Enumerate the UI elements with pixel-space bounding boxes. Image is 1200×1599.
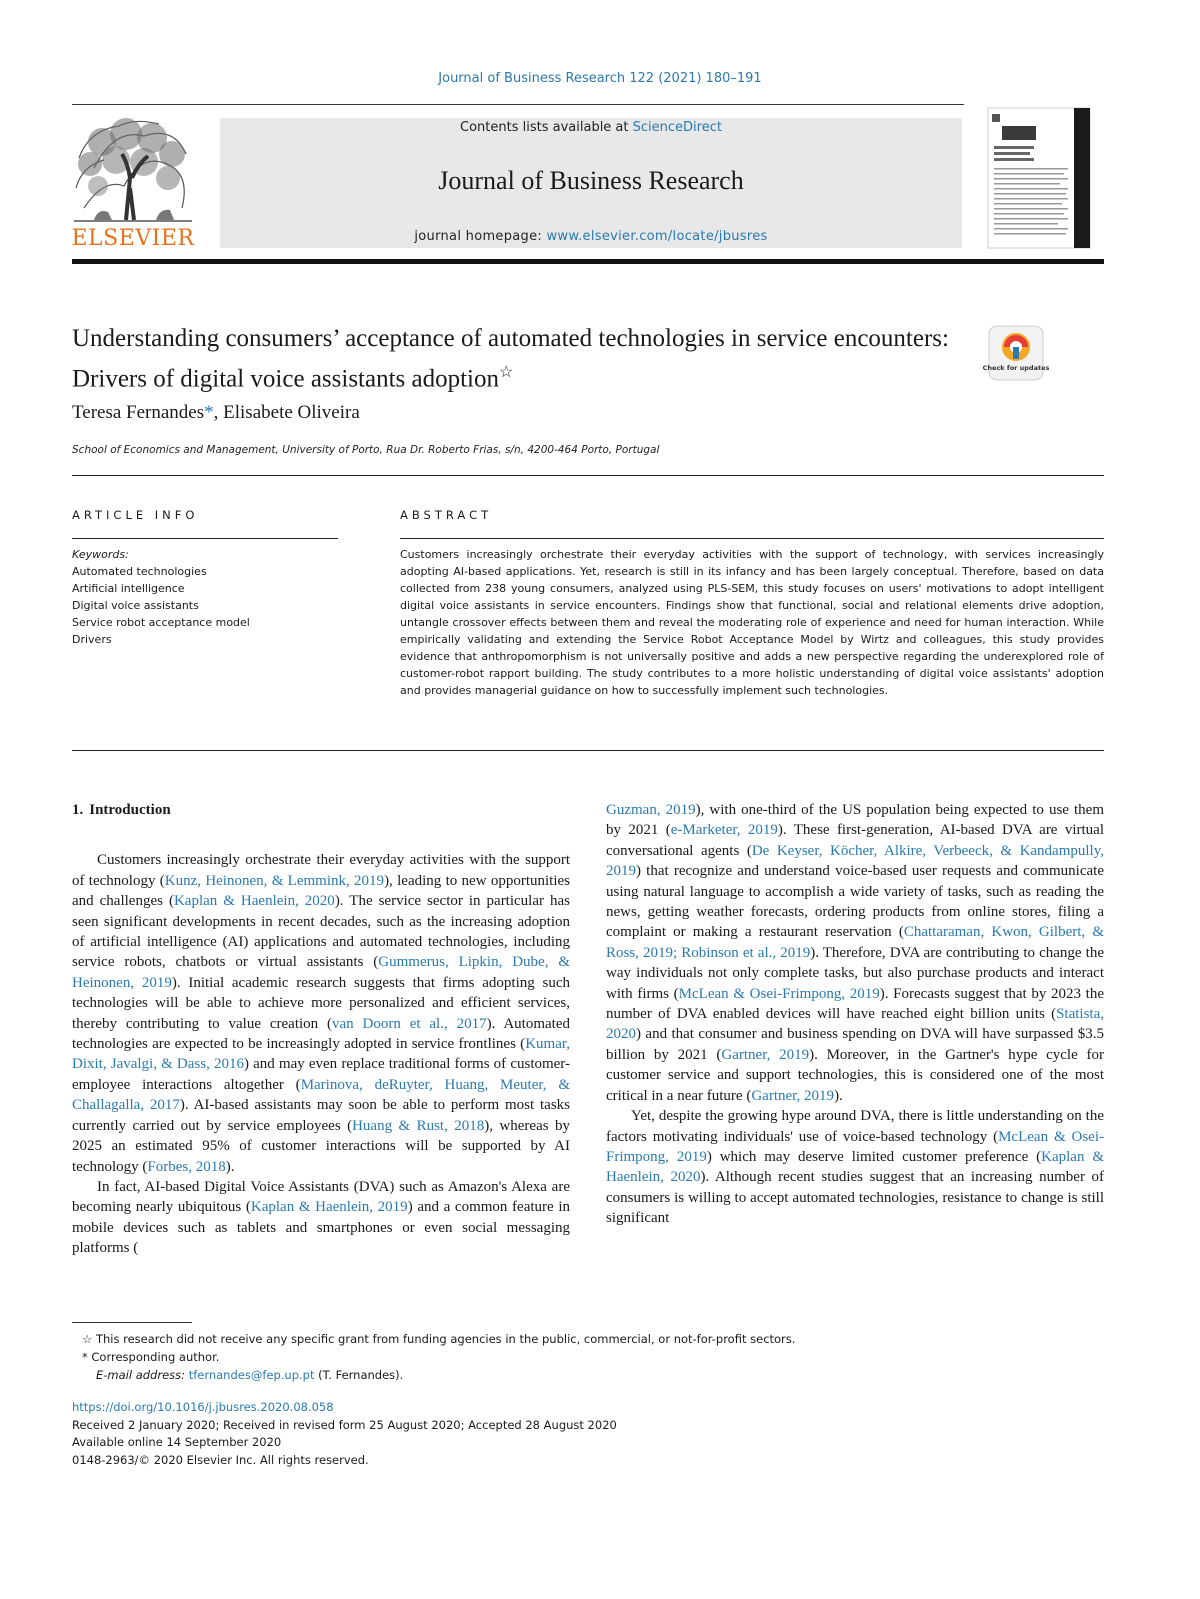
journal-cover-thumbnail-icon bbox=[988, 108, 1090, 248]
doi-link[interactable]: https://doi.org/10.1016/j.jbusres.2020.08.058 bbox=[72, 1400, 334, 1414]
footnote-email: E-mail address: tfernandes@fep.up.pt (T. Fernandes). bbox=[96, 1368, 404, 1382]
publisher-wordmark: ELSEVIER bbox=[71, 226, 195, 251]
citation-link[interactable]: McLean & Osei-Frimpong, 2019 bbox=[606, 1128, 1104, 1165]
keywords-label: Keywords: bbox=[72, 548, 129, 561]
author-1[interactable]: Teresa Fernandes bbox=[72, 402, 205, 423]
keyword-item: Service robot acceptance model bbox=[72, 616, 250, 629]
citation-link[interactable]: Kaplan & Haenlein, 2020 bbox=[606, 1148, 1105, 1186]
received-dates: Received 2 January 2020; Received in revised form 25 August 2020; Accepted 28 August 2020 bbox=[72, 1417, 617, 1432]
footnote-mark: ☆ bbox=[82, 1332, 93, 1346]
citation-link[interactable]: e-Marketer, 2019 bbox=[670, 822, 778, 839]
journal-title: Journal of Business Research bbox=[438, 166, 744, 195]
copyright: 0148-2963/© 2020 Elsevier Inc. All rights reserved. bbox=[72, 1452, 369, 1467]
email-label: E-mail address: bbox=[96, 1368, 186, 1382]
abstract-bottom-rule bbox=[72, 750, 1104, 751]
article-info-heading: ARTICLE INFO bbox=[72, 508, 199, 522]
available-online: Available online 14 September 2020 bbox=[72, 1435, 282, 1449]
footnote-funding: ☆ This research did not receive any specific grant from funding agencies in the public, commercial, or not-for-profit sectors. bbox=[82, 1332, 796, 1346]
intro-paragraph-2-start: In fact, AI-based Digital Voice Assistants (DVA) such as Amazon's Alexa are becoming nearly ubiquitous (Kaplan & Haenlein, 2019) and a common feature in mobile devices such as tablets and smartphones or even social messaging platforms ( bbox=[72, 1178, 570, 1257]
abstract-text: Customers increasingly orchestrate their everyday activities with the support of technology, with services increasingly adopting AI-based applications. Yet, research is still in its infancy and has been largely conceptual. Therefore, based on data collected from 238 young consumers, analyzed using PLS-SEM, this study focuses on users' motivations to adopt intelligent digital voice assistants in service encounters. Findings show that functional, social and relational elements drive adoption, untangle crossover effects between them and reveal the moderating role of experience and need for human interaction. While empirically validating and extending the Service Robot Acceptance Model by Wirtz and colleagues, this study provides evidence that anthropomorphism is not universally positive and adds a new perspective regarding the underexplored role of customer-robot rapport building. The study contributes to a more holistic understanding of digital voice assistants' adoption and provides managerial guidance on how to successfully implement such technologies. bbox=[400, 548, 1104, 697]
intro-paragraph-1: Customers increasingly orchestrate their everyday activities with the support of technology (Kunz, Heinonen, & Lemmink, 2019), leading to new opportunities and challenges (Kaplan & Haenlein, 2020). The service sector in particular has seen significant developments in recent decades, such as the increasing adoption of artificial intelligence (AI) applications and automated technologies, including service robots, chatbots or virtual assistants (Gummerus, Lipkin, Dube, & Heinonen, 2019). Initial academic research suggests that firms adopting such technologies will be able to achieve more personalized and efficient services, thereby contributing to value creation (van Doorn et al., 2017). Automated technologies are expected to be increasingly adopted in service frontlines (Kumar, Dixit, Javalgi, & Dass, 2016) and may even replace traditional forms of customer-employee interactions altogether (Marinova, deRuyter, Huang, Meuter, & Challagalla, 2017). AI-based assistants may soon be able to perform most tasks currently carried out by service employees (Huang & Rust, 2018), whereas by 2025 an estimated 95% of customer interactions will be supported by AI technology (Forbes, 2018). bbox=[72, 852, 571, 1175]
citation-link[interactable]: Gartner, 2019 bbox=[751, 1087, 835, 1104]
check-for-updates-icon[interactable] bbox=[982, 325, 1050, 381]
author-list bbox=[72, 402, 360, 424]
citation-link[interactable]: Statista, 2020 bbox=[606, 1006, 1104, 1043]
affiliation: School of Economics and Management, University of Porto, Rua Dr. Roberto Frias, s/n, 4200-464 Porto, Portugal bbox=[72, 444, 660, 456]
homepage-link[interactable]: www.elsevier.com/locate/jbusres bbox=[546, 229, 768, 244]
footnote-corresponding: * Corresponding author. bbox=[82, 1350, 220, 1364]
section-number: 1. bbox=[72, 802, 84, 818]
email-link[interactable]: tfernandes@fep.up.pt bbox=[188, 1368, 315, 1382]
contents-prefix: Contents lists available at bbox=[460, 120, 633, 135]
citation-link[interactable]: Marinova, deRuyter, Huang, Meuter, & Challagalla, 2017 bbox=[72, 1076, 570, 1114]
keywords-block bbox=[72, 546, 342, 648]
crossmark-label: Check for updates bbox=[982, 364, 1050, 372]
article-title bbox=[72, 322, 982, 396]
author-2[interactable]: Elisabete Oliveira bbox=[223, 402, 360, 423]
footnote-rule bbox=[72, 1322, 192, 1323]
article-title-text: Understanding consumers’ acceptance of automated technologies in service encounters: Drivers of digital voice assistants adoption bbox=[72, 325, 949, 393]
citation-link[interactable]: Kaplan & Haenlein, 2020 bbox=[173, 893, 335, 910]
title-bottom-rule bbox=[72, 475, 1104, 476]
corresponding-author-mark[interactable]: * bbox=[204, 402, 214, 423]
keyword-item: Digital voice assistants bbox=[72, 599, 199, 612]
keyword-item: Drivers bbox=[72, 633, 112, 646]
keyword-item: Artificial intelligence bbox=[72, 582, 185, 595]
homepage-line bbox=[220, 229, 962, 244]
citation-link[interactable]: Gummerus, Lipkin, Dube, & Heinonen, 2019 bbox=[72, 954, 570, 991]
abstract-rule bbox=[400, 538, 1104, 539]
citation-link[interactable]: Huang & Rust, 2018 bbox=[352, 1117, 485, 1134]
publication-info bbox=[72, 1399, 1104, 1469]
section-title: Introduction bbox=[89, 802, 171, 818]
title-footnote-mark[interactable]: ☆ bbox=[499, 364, 514, 381]
masthead-thick-rule bbox=[72, 259, 1104, 264]
abstract-heading: ABSTRACT bbox=[400, 508, 493, 522]
body-column-right bbox=[606, 800, 1104, 1229]
contents-line bbox=[220, 120, 962, 135]
intro-paragraph-3: Yet, despite the growing hype around DVA, there is little understanding on the factors motivating individuals' use of voice-based technology (McLean & Osei-Frimpong, 2019) which may deserve limited customer preference (Kaplan & Haenlein, 2020). Although recent studies suggest that an increasing number of consumers is willing to accept automated technologies, resistance to change is still significant bbox=[606, 1108, 1105, 1227]
body-column-left bbox=[72, 800, 570, 1259]
footnote-mark: * bbox=[82, 1350, 88, 1364]
citation-link[interactable]: Kumar, Dixit, Javalgi, & Dass, 2016 bbox=[72, 1036, 570, 1073]
footnotes bbox=[72, 1330, 1104, 1384]
citation-link[interactable]: McLean & Osei-Frimpong, 2019 bbox=[678, 985, 880, 1002]
intro-paragraph-2-continued: Guzman, 2019), with one-third of the US population being expected to use them by 2021 (e-Marketer, 2019). These first-generation, AI-based DVA are virtual conversational agents (De Keyser, Köcher, Alkire, Verbeeck, & Kandampully, 2019) that recognize and understand voice-based user requests and communicate using natural language to accomplish a wide variety of tasks, such as reading the news, getting weather forecasts, ordering products from online stores, filing a complaint or making a restaurant reservation (Chattaraman, Kwon, Gilbert, & Ross, 2019; Robinson et al., 2019). Therefore, DVA are contributing to change the way individuals not only complete tasks, but also purchase products and interact with firms (McLean & Osei-Frimpong, 2019). Forecasts suggest that by 2023 the number of DVA enabled devices will have reached eight billion units (Statista, 2020) and that consumer and business spending on DVA will have surpassed $3.5 billion by 2021 (Gartner, 2019). Moreover, in the Gartner's hype cycle for customer service and support technologies, this is considered one of the most critical in a near future (Gartner, 2019). bbox=[606, 802, 1104, 1104]
citation-link[interactable]: Guzman, 2019 bbox=[606, 802, 696, 818]
citation-link[interactable]: De Keyser, Köcher, Alkire, Verbeeck, & Kandampully, 2019 bbox=[606, 842, 1104, 880]
article-info-rule bbox=[72, 538, 338, 539]
citation-link[interactable]: Forbes, 2018 bbox=[147, 1158, 226, 1175]
homepage-prefix: journal homepage: bbox=[414, 229, 547, 244]
keyword-item: Automated technologies bbox=[72, 565, 207, 578]
author-separator: , bbox=[213, 402, 224, 423]
sciencedirect-link[interactable]: ScienceDirect bbox=[632, 120, 722, 135]
citation-link[interactable]: Kaplan & Haenlein, 2019 bbox=[250, 1199, 408, 1216]
citation-link[interactable]: van Doorn et al., 2017 bbox=[332, 1015, 487, 1032]
section-heading-introduction bbox=[72, 800, 570, 820]
header-rule bbox=[72, 104, 964, 105]
citation-link[interactable]: Gartner, 2019 bbox=[721, 1046, 810, 1063]
journal-reference-link[interactable]: Journal of Business Research 122 (2021) 180–191 bbox=[438, 71, 762, 86]
citation-link[interactable]: Chattaraman, Kwon, Gilbert, & Ross, 2019; Robinson et al., 2019 bbox=[606, 924, 1104, 961]
citation-link[interactable]: Kunz, Heinonen, & Lemmink, 2019 bbox=[164, 872, 385, 889]
